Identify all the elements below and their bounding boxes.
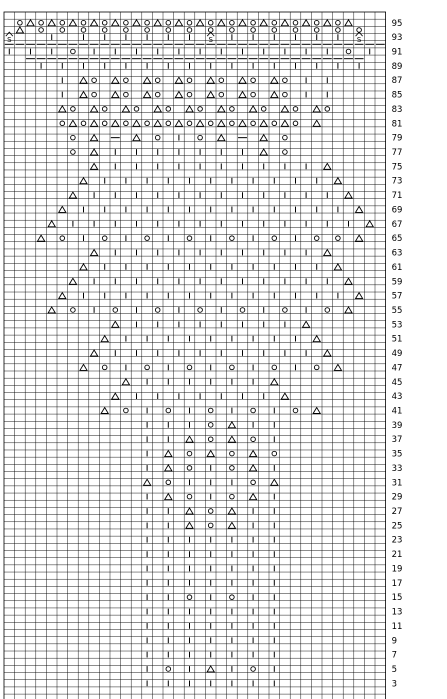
- row-number: 9: [391, 636, 398, 647]
- row-number: 87: [391, 76, 403, 87]
- row-number: 95: [391, 18, 403, 29]
- row-number: 17: [391, 578, 403, 589]
- row-number: 25: [391, 521, 403, 532]
- row-number: 55: [391, 305, 403, 316]
- row-number: 47: [391, 363, 403, 374]
- row-number: 5: [391, 664, 398, 675]
- row-number: 45: [391, 377, 403, 388]
- row-number: 77: [391, 148, 403, 159]
- row-number: 33: [391, 463, 403, 474]
- row-number: 67: [391, 219, 403, 230]
- row-number: 39: [391, 420, 403, 431]
- row-number: 15: [391, 593, 403, 604]
- row-number: 29: [391, 492, 403, 503]
- row-number: 81: [391, 119, 403, 130]
- row-number: 59: [391, 277, 403, 288]
- row-number: 89: [391, 61, 403, 72]
- chart-grid: [4, 12, 386, 699]
- row-number: 75: [391, 162, 403, 173]
- row-number: 71: [391, 191, 403, 202]
- row-number: 3: [391, 679, 398, 690]
- row-number: 93: [391, 33, 403, 44]
- row-number: 51: [391, 334, 403, 345]
- row-number: 85: [391, 90, 403, 101]
- row-number: 27: [391, 507, 403, 518]
- row-number: 23: [391, 535, 403, 546]
- row-number: 31: [391, 478, 403, 489]
- row-number: 13: [391, 607, 403, 618]
- row-number: 7: [391, 650, 398, 661]
- row-number: 61: [391, 262, 403, 273]
- row-number: 19: [391, 564, 403, 575]
- row-number: 63: [391, 248, 403, 259]
- row-number: 79: [391, 133, 403, 144]
- row-number: 57: [391, 291, 403, 302]
- row-number: 37: [391, 435, 403, 446]
- row-number: 49: [391, 349, 403, 360]
- row-number: 43: [391, 392, 403, 403]
- row-number: 69: [391, 205, 403, 216]
- row-number-column: [392, 19, 403, 690]
- row-number: 11: [391, 621, 403, 632]
- row-number: 91: [391, 47, 403, 58]
- svg-text:S: S: [208, 36, 213, 45]
- row-number: 41: [391, 406, 403, 417]
- row-number: 83: [391, 104, 403, 115]
- svg-text:S: S: [356, 36, 362, 45]
- row-number: 35: [391, 449, 403, 460]
- row-number: 21: [391, 550, 403, 561]
- svg-text:S: S: [7, 36, 12, 45]
- row-number: 73: [391, 176, 403, 187]
- row-number: 53: [391, 320, 403, 331]
- row-number: 65: [391, 234, 403, 245]
